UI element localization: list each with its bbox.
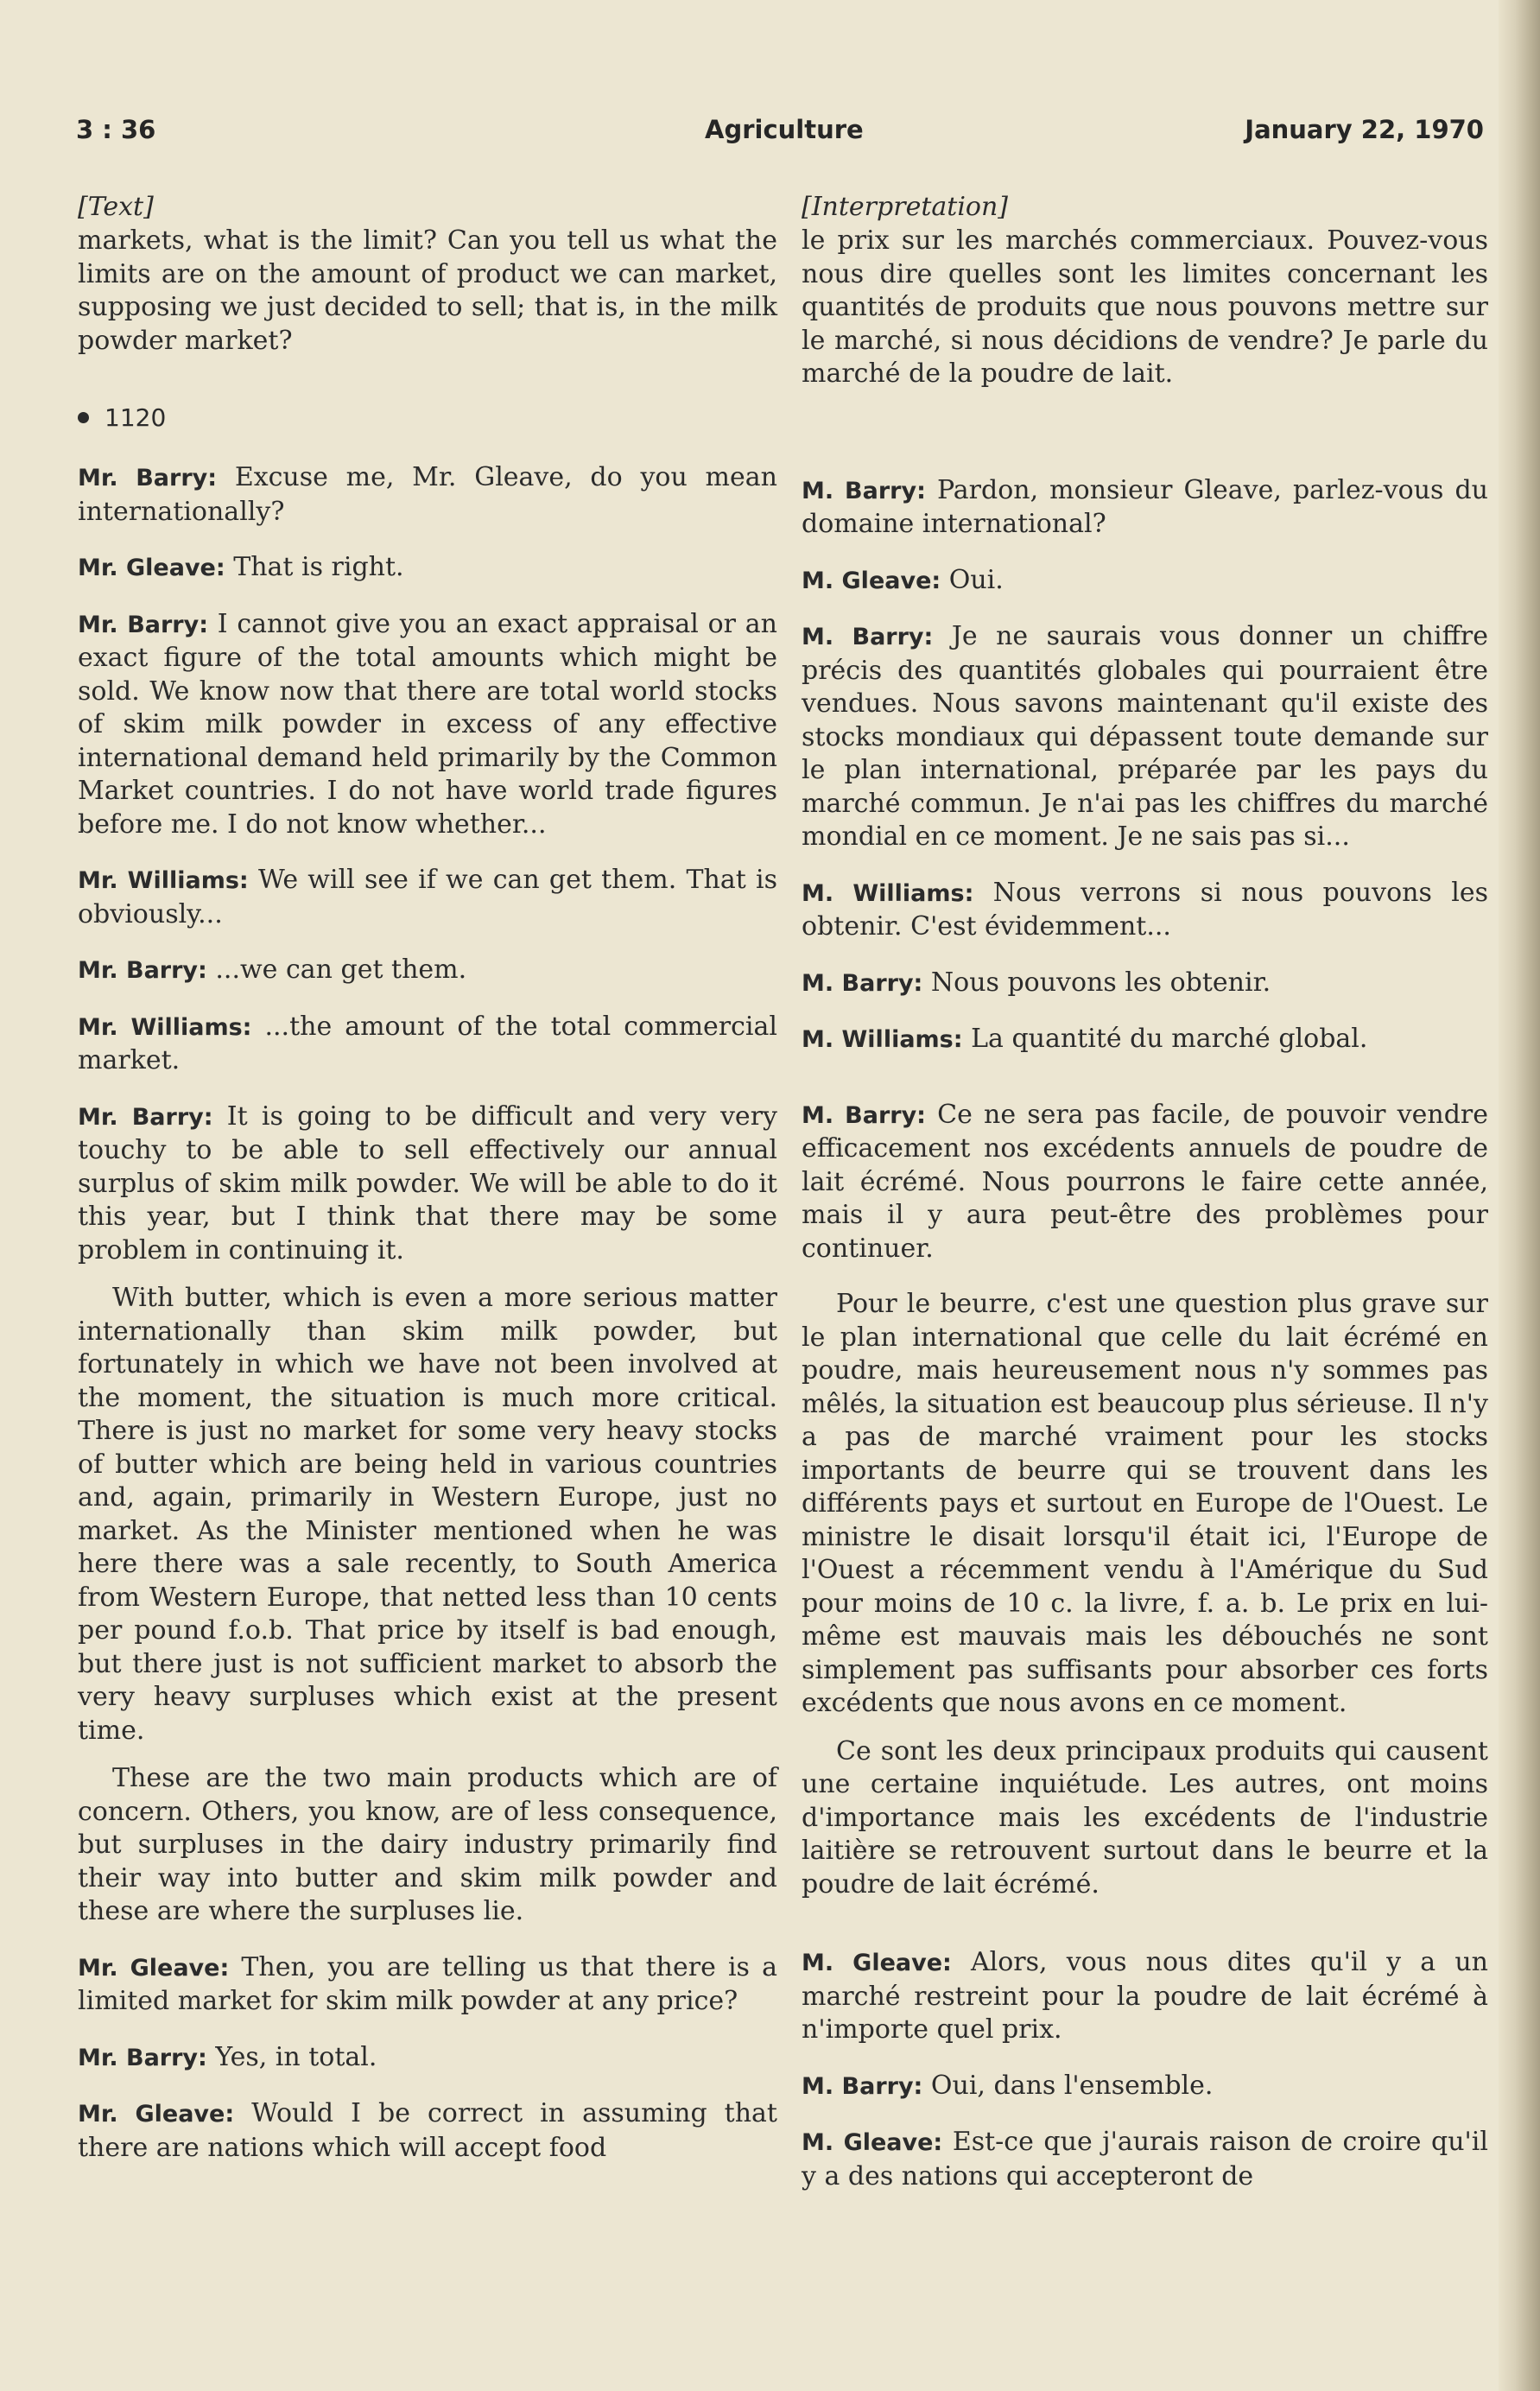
paragraph-text: It is going to be difficult and very very touchy to be able to sell effectively our annual surplus of skim milk powder. We will be able to do it this year, but I think that there may be some problem in continuing it. [78, 1100, 777, 1265]
paragraph-text: La quantité du marché global. [971, 1024, 1368, 1054]
page-edge-shadow [1499, 0, 1540, 2391]
paragraph-text: ...the amount of the total commercial market. [78, 1011, 777, 1075]
paragraph [78, 1951, 777, 2019]
paragraph [78, 864, 777, 931]
french-interpretation-column [802, 190, 1488, 2193]
paragraph-text: With butter, which is even a more serious matter internationally than skim milk powder, but fortunately in which we have not been involved at the moment, the situation is much more critical. There is just no market for some very heavy stocks of butter which are being held in various countries and, again, primarily in Western Europe, just no market. As the Minister mentioned when he was here there was a sale recently, to South America from Western Europe, that netted less than 10 cents per pound f.o.b. That price by itself is bad enough, but there just is not sufficient market to absorb the very heavy surpluses which exist at the present time. [78, 1283, 777, 1746]
paragraph [802, 2126, 1488, 2193]
bullet-dot-icon [78, 412, 89, 423]
proceedings-time-marker [78, 401, 777, 435]
paragraph [78, 608, 777, 842]
speaker-name: M. Barry: [802, 1101, 926, 1129]
paragraph [78, 1282, 777, 1747]
speaker-name: Mr. Gleave: [78, 1954, 230, 1982]
paragraph-text: le prix sur les marchés commerciaux. Pouvez-vous nous dire quelles sont les limites concernant les quantités de produits que nous pouvons mettre sur le marché, si nous décidions de vendre? Je parle du marché de la poudre de lait. [802, 225, 1488, 389]
paragraph [802, 474, 1488, 542]
paragraph [78, 1100, 777, 1268]
running-header [76, 115, 1484, 149]
speaker-name: Mr. Gleave: [78, 2101, 235, 2128]
english-text-column [78, 190, 777, 2165]
paragraph-text: Nous pouvons les obtenir. [930, 967, 1271, 998]
page-number: 3 : 36 [76, 115, 156, 144]
paragraph [802, 620, 1488, 854]
paragraph-text: Excuse me, Mr. Gleave, do you mean internationally? [78, 462, 777, 527]
page-date: January 22, 1970 [1245, 115, 1484, 144]
paragraph-text: Yes, in total. [215, 2041, 377, 2072]
paragraph [802, 1735, 1488, 1902]
paragraph-text: I cannot give you an exact appraisal or an exact figure of the total amounts which might be sold. We know now that there are total world stocks of skim milk powder in excess of any effective international demand held primarily by the Common Market countries. I do not have world trade figures before me. I do not know whether... [78, 608, 777, 840]
paragraph-text: Est-ce que j'aurais raison de croire qu'il y a des nations qui accepteront de [802, 2127, 1488, 2191]
page-title: Agriculture [705, 115, 864, 144]
speaker-name: Mr. Barry: [78, 465, 218, 492]
speaker-name: Mr. Williams: [78, 867, 249, 894]
paragraph-text: Then, you are telling us that there is a limited market for skim milk powder at any price? [78, 1951, 777, 2016]
speaker-name: M. Barry: [802, 477, 926, 504]
paragraph [802, 1288, 1488, 1721]
paragraph-text: Ce ne sera pas facile, de pouvoir vendre efficacement nos excédents annuels de poudre de lait écrémé. Nous pourrons le faire cette année, mais il y aura peut-être des problèmes pour continuer. [802, 1099, 1488, 1264]
speaker-name: M. Barry: [802, 624, 934, 650]
paragraph-text: Ce sont les deux principaux produits qui causent une certaine inquiétude. Les autres, ont moins d'importance mais les excédents de l'industrie laitière se retrouvent surtout dans le beurre et la poudre de lait écrémé. [802, 1735, 1488, 1899]
paragraph-text: Nous verrons si nous pouvons les obtenir. C'est évidemment... [802, 877, 1488, 942]
paragraph-text: markets, what is the limit? Can you tell us what the limits are on the amount of product we can market, supposing we just decided to sell; that is, in the milk powder market? [78, 225, 777, 356]
paragraph [802, 1099, 1488, 1266]
speaker-name: M. Barry: [802, 969, 923, 997]
paragraph [802, 967, 1488, 1001]
speaker-name: Mr. Gleave: [78, 555, 225, 581]
column-label-text: [Text] [78, 192, 154, 222]
paragraph-text: Oui. [948, 564, 1004, 595]
paragraph [802, 225, 1488, 391]
column-label-interpretation: [Interpretation] [802, 192, 1009, 222]
paragraph [78, 225, 777, 358]
paragraph [78, 1762, 777, 1929]
paragraph [802, 877, 1488, 944]
speaker-name: M. Gleave: [802, 2129, 943, 2156]
paragraph [78, 954, 777, 988]
speaker-name: M. Williams: [802, 1026, 963, 1053]
paragraph [78, 551, 777, 586]
speaker-name: M. Gleave: [802, 1950, 952, 1976]
speaker-name: M. Barry: [802, 2072, 923, 2100]
paragraph [78, 2041, 777, 2076]
paragraph-text: ...we can get them. [215, 954, 467, 985]
paragraph-text: Pour le beurre, c'est une question plus grave sur le plan international que celle du lait écrémé en poudre, mais heureusement nous n'y sommes pas mêlés, la situation est beaucoup plus sérieuse. Il n'y a pas de marché vraiment pour les stocks importants de beurre qui se trouvent dans les différents pays et surtout en Europe de l'Ouest. Le ministre le disait lorsqu'il était ici, l'Europe de l'Ouest a récemment vendu à l'Amérique du Sud pour moins de 10 c. la livre, f. a. b. Le prix en lui-même est mauvais mais les débouchés ne sont simplement pas suffisants pour absorber ces forts excédents que nous avons en ce moment. [802, 1289, 1488, 1718]
paragraph-text: We will see if we can get them. That is obviously... [78, 865, 777, 929]
speaker-name: Mr. Williams: [78, 1013, 252, 1041]
paragraph-text: Pardon, monsieur Gleave, parlez-vous du domaine international? [802, 474, 1488, 539]
paragraph-text: Je ne saurais vous donner un chiffre précis des quantités globales qui pourraient être vendues. Nous savons maintenant qu'il existe des stocks mondiaux qui dépassent toute demande sur le plan international, préparée par les pays du marché commun. Je n'ai pas les chiffres du marché mondial en ce moment. Je ne sais pas si... [802, 621, 1488, 852]
speaker-name: Mr. Barry: [78, 2044, 207, 2071]
paragraph-text: That is right. [233, 552, 404, 582]
paragraph [802, 1946, 1488, 2047]
paragraph [78, 1011, 777, 1078]
speaker-name: Mr. Barry: [78, 1103, 213, 1131]
speaker-name: Mr. Barry: [78, 611, 209, 638]
speaker-name: M. Gleave: [802, 567, 941, 594]
paragraph-text: Oui, dans l'ensemble. [930, 2070, 1214, 2101]
paragraph-text: These are the two main products which are of concern. Others, you know, are of less consequence, but surpluses in the dairy industry primarily find their way into butter and skim milk powder and these are where the surpluses lie. [78, 1763, 777, 1926]
paragraph-text: Alors, vous nous dites qu'il y a un marché restreint pour la poudre de lait écrémé à n'importe quel prix. [802, 1947, 1488, 2045]
speaker-name: Mr. Barry: [78, 957, 207, 984]
paragraph-text: Would I be correct in assuming that there are nations which will accept food [78, 2098, 777, 2163]
time-marker-text: 1120 [105, 403, 167, 432]
paragraph [78, 2097, 777, 2165]
paragraph [802, 1023, 1488, 1057]
paragraph [802, 564, 1488, 599]
paragraph [802, 2070, 1488, 2104]
speaker-name: M. Williams: [802, 879, 974, 907]
paragraph [78, 461, 777, 529]
